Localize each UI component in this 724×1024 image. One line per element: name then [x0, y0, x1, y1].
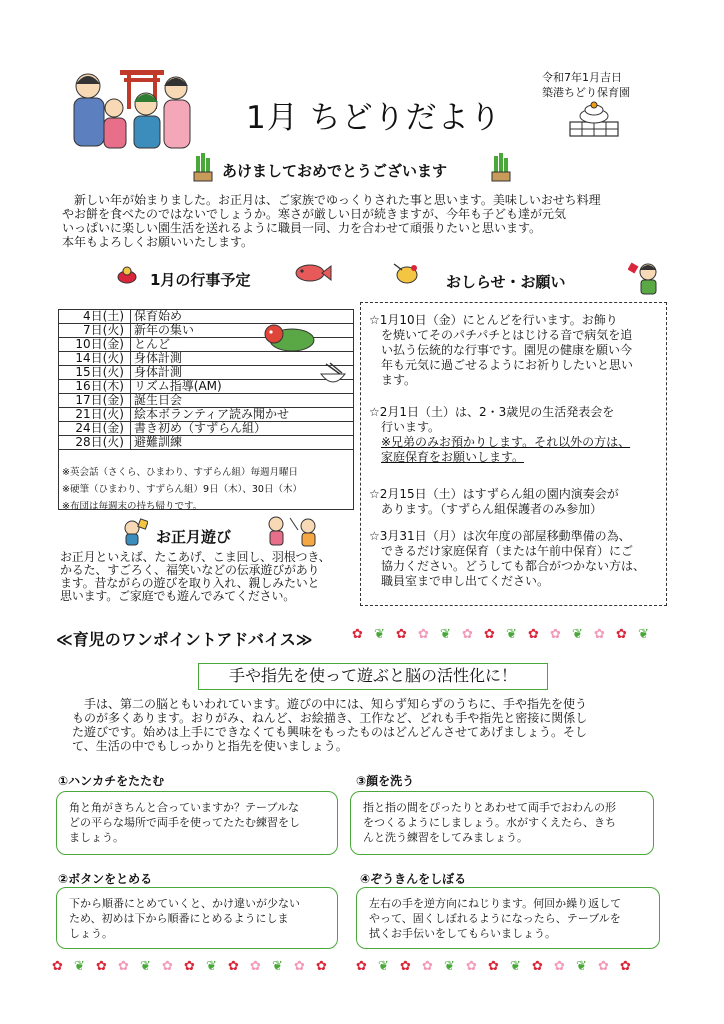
notice-line: 職員室まで申し出てください。	[381, 574, 550, 588]
issue-date: 令和7年1月吉日	[542, 71, 622, 84]
notice-item	[369, 529, 661, 589]
flower-icon: ✿	[484, 627, 495, 642]
event-name: リズム指導(AM)	[131, 380, 354, 394]
notice-line: 協力ください。どうしても都合がつかない方は、	[381, 559, 646, 573]
notice-line: ます。	[381, 373, 417, 387]
flower-icon: ✿	[488, 959, 499, 974]
leaf-icon: ❦	[576, 959, 587, 974]
notice-line: あります。（すずらん組保護者のみ参加）	[381, 502, 603, 516]
flower-icon: ✿	[620, 959, 631, 974]
tip-line: をつくるようにしましょう。水がすくえたら、きち	[363, 816, 616, 829]
intro-line: やお餅を食べたのではないでしょうか。寒さが厳しい日が続きますが、今年も子ども達が元気	[62, 207, 567, 221]
flower-border-bottom-left	[52, 960, 342, 974]
tip-line: 拭くお手伝いをしてもらいましょう。	[369, 927, 556, 940]
flower-icon: ✿	[418, 627, 429, 642]
notice-line: ※兄弟のみお預かりします。それ以外の方は、	[381, 435, 631, 449]
flower-icon: ✿	[554, 959, 565, 974]
tip-line: しょう。	[69, 927, 113, 940]
events-notes	[62, 464, 302, 515]
flower-border-top	[352, 628, 662, 642]
tip-line: 下から順番にとめていくと、かけ違いが少ない	[69, 897, 300, 910]
flower-icon: ✿	[532, 959, 543, 974]
event-date: 24日(金)	[59, 422, 131, 436]
drum-icon	[392, 262, 422, 288]
leaf-icon: ❦	[572, 627, 583, 642]
flower-icon: ✿	[616, 627, 627, 642]
event-date: 28日(火)	[59, 436, 131, 450]
event-name: 絵本ボランティア読み聞かせ	[131, 408, 354, 422]
leaf-icon: ❦	[378, 959, 389, 974]
notice-head: ☆1月10日（金）にとんどを行います。お飾り	[369, 313, 618, 327]
tip-line: んと洗う練習をしてみましょう。	[363, 831, 528, 844]
tip-box	[56, 887, 338, 949]
rice-bowl-icon	[318, 362, 348, 388]
event-name: 身体計測	[131, 366, 354, 380]
flower-icon: ✿	[352, 627, 363, 642]
text-line: て、生活の中でもしっかりと指先を使いましょう。	[72, 739, 348, 753]
newyear-games-title: お正月遊び	[156, 528, 232, 546]
event-name: 避難訓練	[131, 436, 354, 450]
kite-boy-icon	[120, 518, 148, 546]
leaf-icon: ❦	[206, 959, 217, 974]
leaf-icon: ❦	[74, 959, 85, 974]
flower-icon: ✿	[550, 627, 561, 642]
event-name: 新年の集い	[131, 324, 354, 338]
flower-border-bottom-right	[356, 960, 662, 974]
flower-icon: ✿	[400, 959, 411, 974]
tip-title: ②ボタンをとめる	[58, 872, 153, 886]
leaf-icon: ❦	[140, 959, 151, 974]
intro-line: 本年もよろしくお願いいたします。	[62, 235, 254, 249]
fish-decoration-icon	[288, 258, 332, 288]
text-line: ます。昔ながらの遊びを取り入れ、親しみたいと	[60, 576, 320, 590]
kids-playing-icon	[262, 514, 326, 550]
event-name: とんど	[131, 338, 354, 352]
flower-icon: ✿	[52, 959, 63, 974]
notice-item	[369, 405, 661, 465]
tip-box	[350, 791, 654, 855]
kid-kite-icon	[628, 260, 664, 298]
event-name: 誕生日会	[131, 394, 354, 408]
leaf-icon: ❦	[510, 959, 521, 974]
notices-box	[360, 302, 667, 606]
event-date: 16日(木)	[59, 380, 131, 394]
event-date: 14日(火)	[59, 352, 131, 366]
tip-line: ため、初めは下から順番にとめるようにしま	[69, 912, 289, 925]
flower-icon: ✿	[466, 959, 477, 974]
events-title: 1月の行事予定	[150, 271, 251, 289]
advice-paragraph	[72, 697, 662, 753]
newyear-games-text	[60, 551, 352, 603]
page-title: 1月 ちどりだより	[246, 100, 502, 136]
tip-line: ましょう。	[69, 831, 124, 844]
text-line: ものが多くあります。おりがみ、ねんど、お絵描き、工作など、どれも手や指先と密接に関係し	[72, 711, 588, 725]
tip-title: ①ハンカチをたたむ	[58, 774, 165, 788]
tip-box	[56, 791, 338, 855]
notice-line: 年も元気に過ごせるようにお祈りしたいと思い	[381, 358, 634, 372]
event-date: 4日(土)	[59, 310, 131, 324]
flower-icon: ✿	[228, 959, 239, 974]
flower-icon: ✿	[462, 627, 473, 642]
flower-icon: ✿	[162, 959, 173, 974]
tip-line: どの平らな場所で両手を使ってたたむ練習をし	[69, 816, 300, 829]
tip-line: 角と角がきちんと合っていますか？テーブルな	[69, 801, 300, 814]
notice-head: ☆3月31日（月）は次年度の部屋移動準備の為、	[369, 529, 631, 543]
notice-head: ☆2月1日（土）は、2・3歳児の生活発表会を	[369, 405, 615, 419]
tip-line: やって、固くしぼれるようになったら、テーブルを	[369, 912, 621, 925]
flower-icon: ✿	[396, 627, 407, 642]
advice-heading: ≪育児のワンポイントアドバイス≫	[56, 630, 313, 649]
mochi-icon	[566, 100, 622, 144]
notices-title: おしらせ・お願い	[446, 273, 566, 291]
flower-icon: ✿	[316, 959, 327, 974]
flower-icon: ✿	[184, 959, 195, 974]
dragon-lion-icon	[262, 320, 318, 354]
event-date: 21日(火)	[59, 408, 131, 422]
notice-line: を焼いてそのパチパチとはじける音で病気を追	[381, 328, 633, 342]
flower-icon: ✿	[598, 959, 609, 974]
notice-line: 家庭保育をお願いします。	[381, 450, 525, 464]
text-line: かるた、すごろく、福笑いなどの伝承遊びがあり	[60, 563, 320, 577]
leaf-icon: ❦	[440, 627, 451, 642]
intro-paragraph	[62, 193, 662, 249]
flower-icon: ✿	[356, 959, 367, 974]
event-name: 書き初め（すずらん組）	[131, 422, 354, 436]
hagoita-icon	[116, 265, 138, 285]
event-note: ※英会話（さくら、ひまわり、すずらん組）毎週月曜日	[62, 467, 299, 478]
flower-icon: ✿	[422, 959, 433, 974]
flower-icon: ✿	[528, 627, 539, 642]
notice-item	[369, 487, 661, 517]
notice-item	[369, 313, 661, 388]
notice-line: い払う伝統的な行事です。園児の健康を願い今	[381, 343, 633, 357]
text-line: た遊びです。始めは上手にできなくても興味をもったものはどんどんさせてあげましょう。そし	[72, 725, 588, 739]
leaf-icon: ❦	[506, 627, 517, 642]
family-shrine-illustration	[64, 64, 200, 156]
flower-icon: ✿	[250, 959, 261, 974]
leaf-icon: ❦	[272, 959, 283, 974]
leaf-icon: ❦	[638, 627, 649, 642]
tip-title: ④ぞうきんをしぼる	[360, 872, 467, 886]
intro-line: いっぱいに楽しい園生活を送れるように職員一同、力を合わせて頑張りたいと思います。	[62, 221, 542, 235]
greeting-title: あけましておめでとうございます	[222, 162, 448, 180]
event-date: 10日(金)	[59, 338, 131, 352]
issue-meta	[542, 70, 630, 100]
advice-banner: 手や指先を使って遊ぶと脳の活性化に！	[198, 663, 548, 690]
event-date: 7日(火)	[59, 324, 131, 338]
leaf-icon: ❦	[374, 627, 385, 642]
event-date: 15日(火)	[59, 366, 131, 380]
flower-icon: ✿	[594, 627, 605, 642]
event-name: 身体計測	[131, 352, 354, 366]
event-note: ※布団は毎週末の持ち帰りです。	[62, 501, 203, 512]
notice-line: 行います。	[381, 420, 441, 434]
intro-line: 新しい年が始まりました。お正月は、ご家族でゆっくりされた事と思います。美味しいおせち料理	[74, 193, 601, 207]
notice-underlined	[381, 435, 661, 450]
event-note: ※硬筆（ひまわり、すずらん組）9日（木）、30日（木）	[62, 484, 302, 495]
flower-icon: ✿	[96, 959, 107, 974]
tip-box	[356, 887, 660, 949]
event-name: 保育始め	[131, 310, 354, 324]
tip-line: 指と指の間をぴったりとあわせて両手でおわんの形	[363, 801, 616, 814]
flower-icon: ✿	[118, 959, 129, 974]
text-line: 思います。ご家庭でも遊んでみてください。	[60, 589, 296, 603]
notice-head: ☆2月15日（土）はすずらん組の園内演奏会が	[369, 487, 619, 501]
event-date: 17日(金)	[59, 394, 131, 408]
tip-line: 左右の手を逆方向にねじります。何回か繰り返して	[369, 897, 622, 910]
text-line: 手は、第二の脳ともいわれています。遊びの中には、知らず知らずのうちに、手や指先を使う	[84, 697, 588, 711]
flower-icon: ✿	[294, 959, 305, 974]
notice-underlined	[381, 450, 661, 465]
school-name: 築港ちどり保育園	[542, 86, 630, 99]
kadomatsu-icon-left	[192, 152, 214, 182]
tip-title: ③顔を洗う	[356, 774, 415, 788]
text-line: お正月といえば、たこあげ、こま回し、羽根つき、	[60, 550, 331, 564]
notice-line: できるだけ家庭保育（または午前中保育）にご	[381, 544, 634, 558]
leaf-icon: ❦	[444, 959, 455, 974]
kadomatsu-icon-right	[490, 152, 512, 182]
